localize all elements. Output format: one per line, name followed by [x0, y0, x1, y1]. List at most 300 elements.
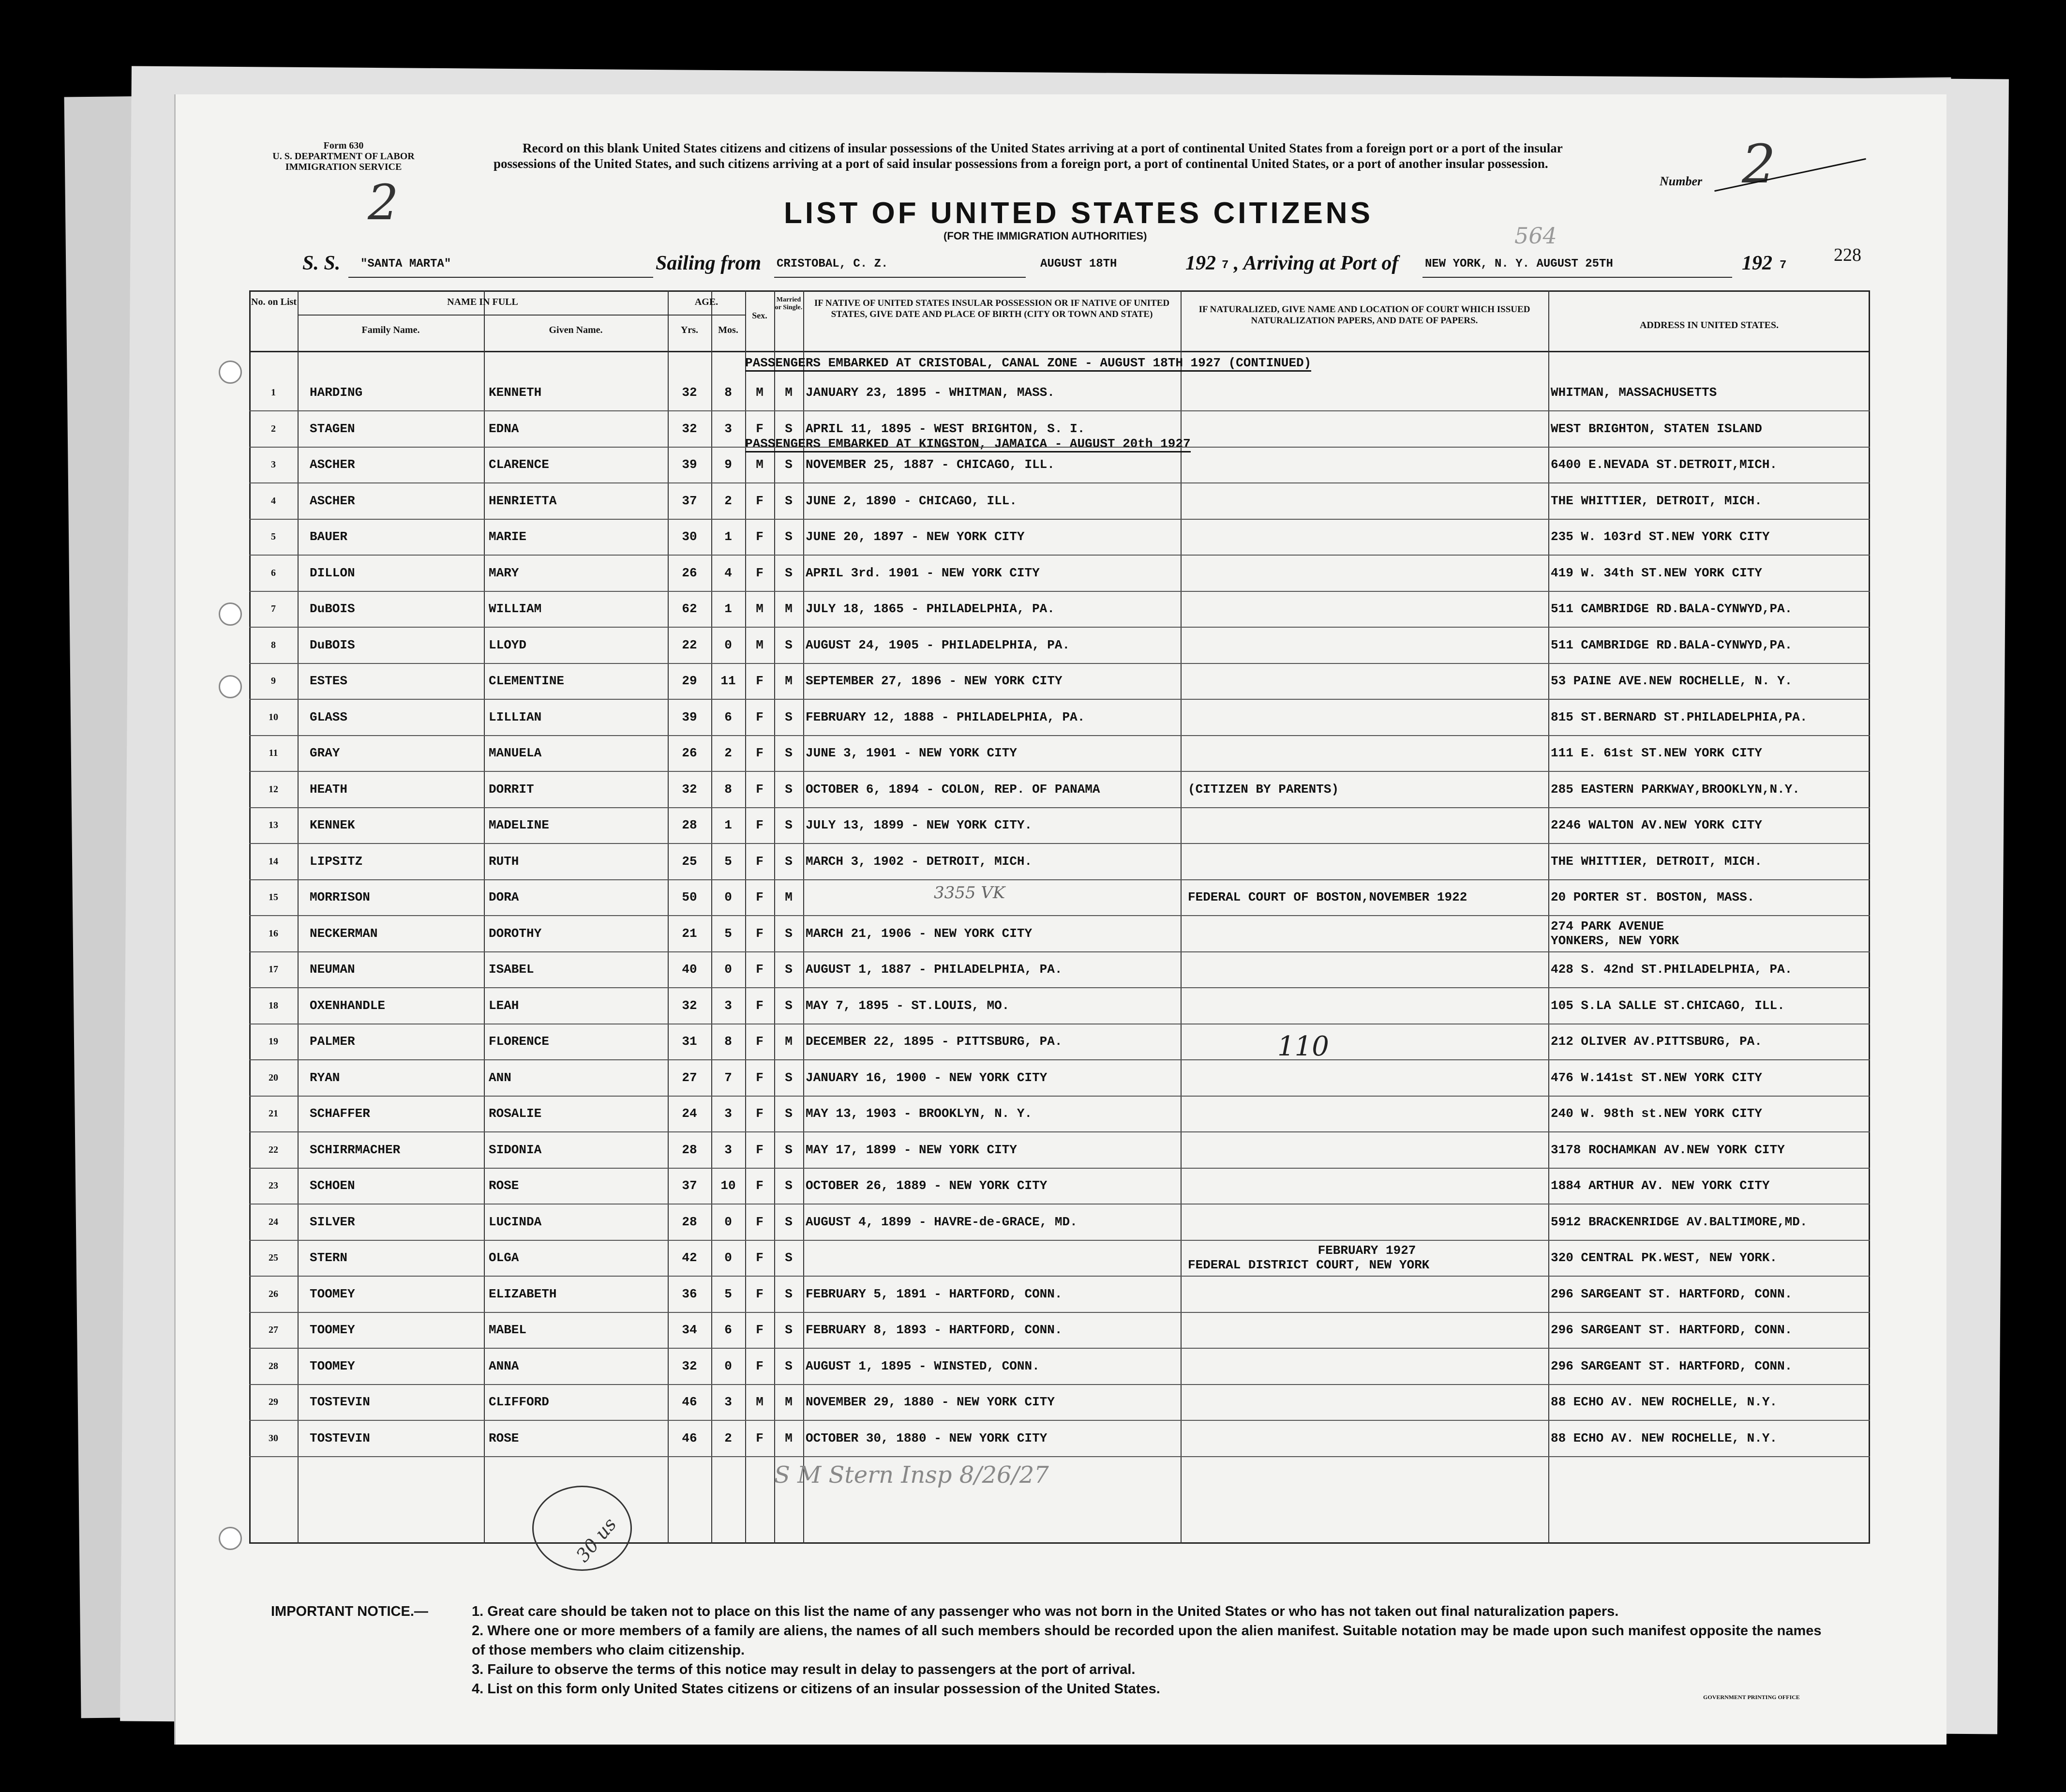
birth-date-place: NOVEMBER 29, 1880 - NEW YORK CITY — [806, 1395, 1055, 1409]
marital-status: S — [785, 1323, 793, 1337]
sailing-date: AUGUST 18TH — [1040, 257, 1117, 271]
age-years: 21 — [682, 926, 697, 941]
notice-item-1: 1. Great care should be taken not to place on this list the name of any passenger who was not born in the United States or who has not taken out final naturalization papers. — [472, 1604, 1619, 1619]
given-name: KENNETH — [489, 385, 542, 400]
birth-date-place: JUNE 2, 1890 - CHICAGO, ILL. — [806, 493, 1017, 508]
age-months: 0 — [724, 1214, 732, 1229]
family-name: SCHIRRMACHER — [310, 1142, 401, 1157]
age-years: 24 — [682, 1106, 697, 1121]
marital-status: S — [785, 746, 793, 760]
marital-status: M — [785, 1034, 793, 1049]
age-years: 42 — [682, 1250, 697, 1265]
marital-status: M — [785, 674, 793, 688]
notice-items — [472, 1602, 1836, 1699]
family-name: SILVER — [310, 1214, 355, 1229]
naturalization — [1188, 1277, 1546, 1312]
given-name: CLARENCE — [489, 457, 549, 472]
marital-status: M — [785, 602, 793, 616]
given-name: RUTH — [489, 854, 519, 869]
naturalization — [1188, 375, 1546, 410]
col-head-given: Given Name. — [549, 325, 603, 335]
age-months: 2 — [724, 493, 732, 508]
age-years: 28 — [682, 1142, 697, 1157]
age-months: 1 — [724, 818, 732, 832]
marital-status: M — [785, 890, 793, 904]
row-number: 24 — [269, 1216, 278, 1227]
name-sub-rule — [298, 315, 668, 316]
birth-date-place: APRIL 3rd. 1901 - NEW YORK CITY — [806, 565, 1040, 580]
given-name: CLIFFORD — [489, 1395, 549, 1409]
marital-status: S — [785, 1250, 793, 1265]
table-row — [249, 375, 1870, 411]
table-row — [249, 663, 1870, 700]
address: 320 CENTRAL PK.WEST, NEW YORK. — [1551, 1250, 1778, 1265]
sex: M — [756, 602, 764, 616]
marital-status: M — [785, 385, 793, 400]
table-row — [249, 411, 1870, 448]
family-name: SCHAFFER — [310, 1106, 370, 1121]
pencil-note-row15: 3355 VK — [934, 883, 1005, 903]
age-years: 30 — [682, 529, 697, 544]
given-name: MANUELA — [489, 746, 542, 760]
address: 428 S. 42nd ST.PHILADELPHIA, PA. — [1551, 962, 1793, 977]
family-name: TOOMEY — [310, 1286, 355, 1301]
pencil-number: 564 — [1514, 223, 1557, 249]
given-name: EDNA — [489, 421, 519, 436]
sex: F — [756, 1142, 764, 1157]
address: 815 ST.BERNARD ST.PHILADELPHIA,PA. — [1551, 709, 1808, 724]
address: 1884 ARTHUR AV. NEW YORK CITY — [1551, 1178, 1770, 1193]
family-name: DILLON — [310, 565, 355, 580]
age-months: 8 — [724, 1034, 732, 1049]
col-head-naturalized: IF NATURALIZED, GIVE NAME AND LOCATION OF COURT WHICH ISSUED NATURALIZATION PAPERS, AND DATE OF PAPERS. — [1198, 304, 1530, 326]
age-months: 0 — [724, 637, 732, 652]
sex: F — [756, 1358, 764, 1373]
punch-hole — [219, 675, 242, 698]
col-head-married: Married or Single. — [775, 296, 803, 311]
given-name: ISABEL — [489, 962, 534, 977]
marital-status: S — [785, 998, 793, 1013]
age-months: 3 — [724, 1395, 732, 1409]
row-number: 6 — [271, 567, 276, 578]
table-row — [249, 628, 1870, 664]
birth-date-place: JANUARY 23, 1895 - WHITMAN, MASS. — [806, 385, 1055, 400]
row-number: 4 — [271, 495, 276, 506]
age-years: 31 — [682, 1034, 697, 1049]
col-head-name: NAME IN FULL — [447, 297, 518, 307]
table-row — [249, 1060, 1870, 1097]
form-number: Form 630 — [323, 140, 364, 151]
age-months: 4 — [724, 565, 732, 580]
birth-date-place: OCTOBER 26, 1889 - NEW YORK CITY — [806, 1178, 1048, 1193]
age-months: 1 — [724, 529, 732, 544]
row-number: 28 — [269, 1360, 278, 1371]
marital-status: M — [785, 1431, 793, 1446]
family-name: ASCHER — [310, 493, 355, 508]
col-head-family: Family Name. — [361, 325, 420, 335]
age-months: 3 — [724, 1142, 732, 1157]
sex: F — [756, 1106, 764, 1121]
age-months: 10 — [720, 1178, 736, 1193]
given-name: FLORENCE — [489, 1034, 549, 1049]
given-name: ELIZABETH — [489, 1286, 557, 1301]
age-months: 0 — [724, 890, 732, 904]
col-head-address: ADDRESS IN UNITED STATES. — [1639, 320, 1779, 331]
family-name: BAUER — [310, 529, 348, 544]
age-months: 3 — [724, 421, 732, 436]
sex: F — [756, 1034, 764, 1049]
naturalization — [1188, 1168, 1546, 1204]
family-name: GLASS — [310, 709, 348, 724]
row-number: 12 — [269, 783, 278, 795]
naturalization — [1188, 556, 1546, 591]
header-bottom-rule — [249, 351, 1870, 352]
arriving-underline — [1422, 277, 1732, 278]
table-row — [249, 700, 1870, 736]
row-number: 25 — [269, 1252, 278, 1263]
family-name: MORRISON — [310, 890, 370, 904]
family-name: ASCHER — [310, 457, 355, 472]
given-name: DORA — [489, 890, 519, 904]
row-number: 18 — [269, 1000, 278, 1011]
given-name: OLGA — [489, 1250, 519, 1265]
address: 111 E. 61st ST.NEW YORK CITY — [1551, 746, 1762, 760]
table-row — [249, 952, 1870, 988]
birth-date-place: APRIL 11, 1895 - WEST BRIGHTON, S. I. — [806, 421, 1085, 436]
age-years: 36 — [682, 1286, 697, 1301]
age-months: 2 — [724, 746, 732, 760]
age-years: 46 — [682, 1395, 697, 1409]
birth-date-place — [806, 1240, 1181, 1276]
naturalization — [1188, 700, 1546, 735]
col-head-no: No. on List — [251, 297, 297, 307]
given-name: MADELINE — [489, 818, 549, 832]
naturalization — [1188, 952, 1546, 987]
family-name: KENNEK — [310, 818, 355, 832]
marital-status: S — [785, 962, 793, 977]
sex: F — [756, 565, 764, 580]
punch-hole — [219, 1527, 242, 1550]
family-name: NEUMAN — [310, 962, 355, 977]
year-label-1: 192 — [1185, 252, 1216, 274]
stamp-number: 228 — [1834, 245, 1861, 265]
address: 511 CAMBRIDGE RD.BALA-CYNWYD,PA. — [1551, 637, 1793, 652]
address: 296 SARGEANT ST. HARTFORD, CONN. — [1551, 1286, 1793, 1301]
birth-date-place: OCTOBER 6, 1894 - COLON, REP. OF PANAMA — [806, 782, 1100, 797]
family-name: SCHOEN — [310, 1178, 355, 1193]
table-row — [249, 1240, 1870, 1277]
naturalization — [1188, 1421, 1546, 1456]
given-name: ANN — [489, 1070, 511, 1085]
address: 105 S.LA SALLE ST.CHICAGO, ILL. — [1551, 998, 1785, 1013]
birth-date-place: AUGUST 1, 1887 - PHILADELPHIA, PA. — [806, 962, 1063, 977]
sex: F — [756, 746, 764, 760]
row-number: 3 — [271, 459, 276, 470]
family-name: ESTES — [310, 674, 348, 688]
naturalization — [1188, 1024, 1546, 1059]
year-2: 7 — [1780, 259, 1787, 272]
page-mark: 2 — [368, 174, 399, 231]
notice-item-2: 2. Where one or more members of a family are aliens, the names of all such members should be recorded upon the alien manifest. Suitable notation may be made upon such manifest opposite the names of those members who claim citizenship. — [472, 1623, 1822, 1658]
age-years: 37 — [682, 1178, 697, 1193]
age-months: 1 — [724, 602, 732, 616]
age-months: 11 — [720, 674, 736, 688]
age-years: 26 — [682, 565, 697, 580]
birth-date-place: MARCH 21, 1906 - NEW YORK CITY — [806, 926, 1033, 941]
page-title: LIST OF UNITED STATES CITIZENS — [784, 196, 1373, 230]
age-years: 46 — [682, 1431, 697, 1446]
age-years: 32 — [682, 421, 697, 436]
section-header-kingston: PASSENGERS EMBARKED AT KINGSTON, JAMAICA - AUGUST 20th 1927 — [745, 437, 1191, 452]
marital-status: S — [785, 421, 793, 436]
birth-date-place: OCTOBER 30, 1880 - NEW YORK CITY — [806, 1431, 1048, 1446]
family-name: PALMER — [310, 1034, 355, 1049]
family-name: TOOMEY — [310, 1358, 355, 1373]
table-row — [249, 916, 1870, 952]
row-number: 11 — [269, 748, 278, 758]
arriving-label: , Arriving at Port of — [1234, 252, 1399, 274]
address: THE WHITTIER, DETROIT, MICH. — [1551, 493, 1762, 508]
marital-status: S — [785, 529, 793, 544]
age-months: 5 — [724, 926, 732, 941]
sailing-from: CRISTOBAL, C. Z. — [777, 257, 888, 271]
age-years: 32 — [682, 1358, 697, 1373]
sex: F — [756, 854, 764, 869]
address: THE WHITTIER, DETROIT, MICH. — [1551, 854, 1762, 869]
marital-status: S — [785, 709, 793, 724]
row-number: 30 — [269, 1432, 278, 1444]
sex: F — [756, 421, 764, 436]
birth-date-place: SEPTEMBER 27, 1896 - NEW YORK CITY — [806, 674, 1063, 688]
birth-date-place: FEBRUARY 12, 1888 - PHILADELPHIA, PA. — [806, 709, 1085, 724]
birth-date-place: AUGUST 24, 1905 - PHILADELPHIA, PA. — [806, 637, 1070, 652]
family-name: LIPSITZ — [310, 854, 363, 869]
table-row — [249, 1349, 1870, 1385]
age-years: 34 — [682, 1323, 697, 1337]
given-name: LLOYD — [489, 637, 527, 652]
naturalization — [1188, 628, 1546, 663]
naturalization — [1188, 483, 1546, 519]
given-name: LILLIAN — [489, 709, 542, 724]
given-name: MARY — [489, 565, 519, 580]
row-number: 22 — [269, 1144, 278, 1155]
row-number: 15 — [269, 892, 278, 903]
sex: M — [756, 457, 764, 472]
naturalization — [1188, 736, 1546, 771]
family-name: DuBOIS — [310, 637, 355, 652]
sex: F — [756, 1070, 764, 1085]
marital-status: S — [785, 1070, 793, 1085]
age-months: 8 — [724, 385, 732, 400]
family-name: OXENHANDLE — [310, 998, 386, 1013]
sex: F — [756, 890, 764, 904]
table-row — [249, 1024, 1870, 1060]
punch-hole — [219, 602, 242, 626]
sex: F — [756, 674, 764, 688]
col-head-yrs: Yrs. — [680, 325, 699, 335]
year-label-2: 192 — [1742, 252, 1772, 274]
notice-label: IMPORTANT NOTICE.— — [271, 1604, 428, 1619]
age-months: 5 — [724, 854, 732, 869]
birth-date-place: JUNE 3, 1901 - NEW YORK CITY — [806, 746, 1017, 760]
marital-status: S — [785, 1358, 793, 1373]
age-months: 3 — [724, 1106, 732, 1121]
family-name: TOSTEVIN — [310, 1431, 370, 1446]
table-row — [249, 1277, 1870, 1313]
marital-status: S — [785, 565, 793, 580]
table-row — [249, 772, 1870, 808]
age-months: 9 — [724, 457, 732, 472]
number-value: 2 — [1742, 133, 1776, 195]
marital-status: S — [785, 926, 793, 941]
address: 240 W. 98th st.NEW YORK CITY — [1551, 1106, 1762, 1121]
marital-status: S — [785, 457, 793, 472]
row-number: 7 — [271, 603, 276, 614]
marital-status: M — [785, 1395, 793, 1409]
page-subtitle: (FOR THE IMMIGRATION AUTHORITIES) — [943, 230, 1147, 242]
naturalization — [1188, 591, 1546, 627]
number-label: Number — [1660, 174, 1703, 188]
table-row — [249, 880, 1870, 916]
age-months: 5 — [724, 1286, 732, 1301]
family-name: STAGEN — [310, 421, 355, 436]
address: WEST BRIGHTON, STATEN ISLAND — [1551, 421, 1762, 436]
address: 296 SARGEANT ST. HARTFORD, CONN. — [1551, 1358, 1793, 1373]
naturalization — [1188, 1385, 1546, 1420]
naturalization — [1188, 519, 1546, 555]
sex: F — [756, 1323, 764, 1337]
age-months: 0 — [724, 1358, 732, 1373]
given-name: ROSE — [489, 1178, 519, 1193]
sex: F — [756, 818, 764, 832]
table-row — [249, 1132, 1870, 1169]
table-row — [249, 808, 1870, 844]
marital-status: S — [785, 1178, 793, 1193]
sex: F — [756, 1178, 764, 1193]
naturalization: FEDERAL COURT OF BOSTON,NOVEMBER 1922 — [1188, 890, 1467, 904]
address: 20 PORTER ST. BOSTON, MASS. — [1551, 890, 1755, 904]
family-name: HARDING — [310, 385, 363, 400]
row-number: 8 — [271, 639, 276, 650]
ship-underline — [348, 277, 653, 278]
age-months: 0 — [724, 1250, 732, 1265]
table-row — [249, 1205, 1870, 1241]
naturalization — [1188, 1205, 1546, 1240]
table-row — [249, 519, 1870, 556]
pencil-note-center: 110 — [1277, 1031, 1329, 1062]
family-name: HEATH — [310, 782, 348, 797]
address: 419 W. 34th ST.NEW YORK CITY — [1551, 565, 1762, 580]
form-issuer — [256, 140, 431, 172]
row-number: 13 — [269, 820, 278, 830]
table-row — [249, 736, 1870, 772]
age-years: 32 — [682, 998, 697, 1013]
age-years: 40 — [682, 962, 697, 977]
sex: F — [756, 1250, 764, 1265]
sex: F — [756, 529, 764, 544]
given-name: MABEL — [489, 1323, 527, 1337]
address: 88 ECHO AV. NEW ROCHELLE, N.Y. — [1551, 1431, 1778, 1446]
row-number: 2 — [271, 423, 276, 434]
marital-status: S — [785, 782, 793, 797]
birth-date-place: JANUARY 16, 1900 - NEW YORK CITY — [806, 1070, 1048, 1085]
sex: F — [756, 1431, 764, 1446]
punch-hole — [219, 361, 242, 384]
col-head-mos: Mos. — [718, 325, 738, 335]
row-number: 26 — [269, 1288, 278, 1299]
naturalization: (CITIZEN BY PARENTS) — [1188, 782, 1339, 797]
naturalization — [1188, 1349, 1546, 1384]
age-years: 37 — [682, 493, 697, 508]
notice-item-3: 3. Failure to observe the terms of this notice may result in delay to passengers at the port of arrival. — [472, 1662, 1136, 1677]
marital-status: S — [785, 1106, 793, 1121]
address: 212 OLIVER AV.PITTSBURG, PA. — [1551, 1034, 1762, 1049]
ss-label: S. S. — [302, 252, 341, 274]
row-number: 29 — [269, 1397, 278, 1407]
address: 53 PAINE AVE.NEW ROCHELLE, N. Y. — [1551, 674, 1793, 688]
address-line-2: YONKERS, NEW YORK — [1551, 933, 1679, 948]
birth-date-place: JULY 13, 1899 - NEW YORK CITY. — [806, 818, 1033, 832]
given-name: LEAH — [489, 998, 519, 1013]
table-row — [249, 988, 1870, 1024]
family-name: STERN — [310, 1250, 348, 1265]
table-row — [249, 1385, 1870, 1421]
birth-date-place: DECEMBER 22, 1895 - PITTSBURG, PA. — [806, 1034, 1063, 1049]
address: 285 EASTERN PARKWAY,BROOKLYN,N.Y. — [1551, 782, 1800, 797]
naturalization — [1188, 988, 1546, 1024]
naturalization — [1188, 411, 1546, 447]
naturalization — [1188, 844, 1546, 879]
naturalization — [1188, 1132, 1546, 1168]
naturalization — [1188, 808, 1546, 843]
sailing-underline — [774, 277, 1026, 278]
naturalization: FEBRUARY 1927 — [1317, 1243, 1416, 1258]
given-name: SIDONIA — [489, 1142, 542, 1157]
table-row — [249, 556, 1870, 592]
naturalization — [1188, 1060, 1546, 1096]
sex: F — [756, 493, 764, 508]
age-years: 62 — [682, 602, 697, 616]
age-years: 22 — [682, 637, 697, 652]
address: 2246 WALTON AV.NEW YORK CITY — [1551, 818, 1762, 832]
age-years: 28 — [682, 1214, 697, 1229]
naturalization — [1188, 1096, 1546, 1131]
birth-date-place: AUGUST 1, 1895 - WINSTED, CONN. — [806, 1358, 1040, 1373]
col-head-sex: Sex. — [752, 311, 767, 320]
marital-status: S — [785, 1214, 793, 1229]
family-name: TOSTEVIN — [310, 1395, 370, 1409]
given-name: ROSE — [489, 1431, 519, 1446]
naturalization — [1188, 1312, 1546, 1348]
birth-date-place: MARCH 3, 1902 - DETROIT, MICH. — [806, 854, 1033, 869]
row-number: 14 — [269, 856, 278, 867]
age-months: 2 — [724, 1431, 732, 1446]
age-years: 50 — [682, 890, 697, 904]
sex: F — [756, 782, 764, 797]
age-years: 32 — [682, 782, 697, 797]
row-number: 10 — [269, 711, 278, 723]
row-number: 17 — [269, 964, 278, 975]
age-years: 25 — [682, 854, 697, 869]
address: 235 W. 103rd ST.NEW YORK CITY — [1551, 529, 1770, 544]
address: 296 SARGEANT ST. HARTFORD, CONN. — [1551, 1323, 1793, 1337]
ship-name: "SANTA MARTA" — [360, 257, 451, 271]
sex: F — [756, 998, 764, 1013]
marital-status: S — [785, 493, 793, 508]
year-1: 7 — [1222, 259, 1229, 272]
table-row — [249, 447, 1870, 483]
age-months: 7 — [724, 1070, 732, 1085]
